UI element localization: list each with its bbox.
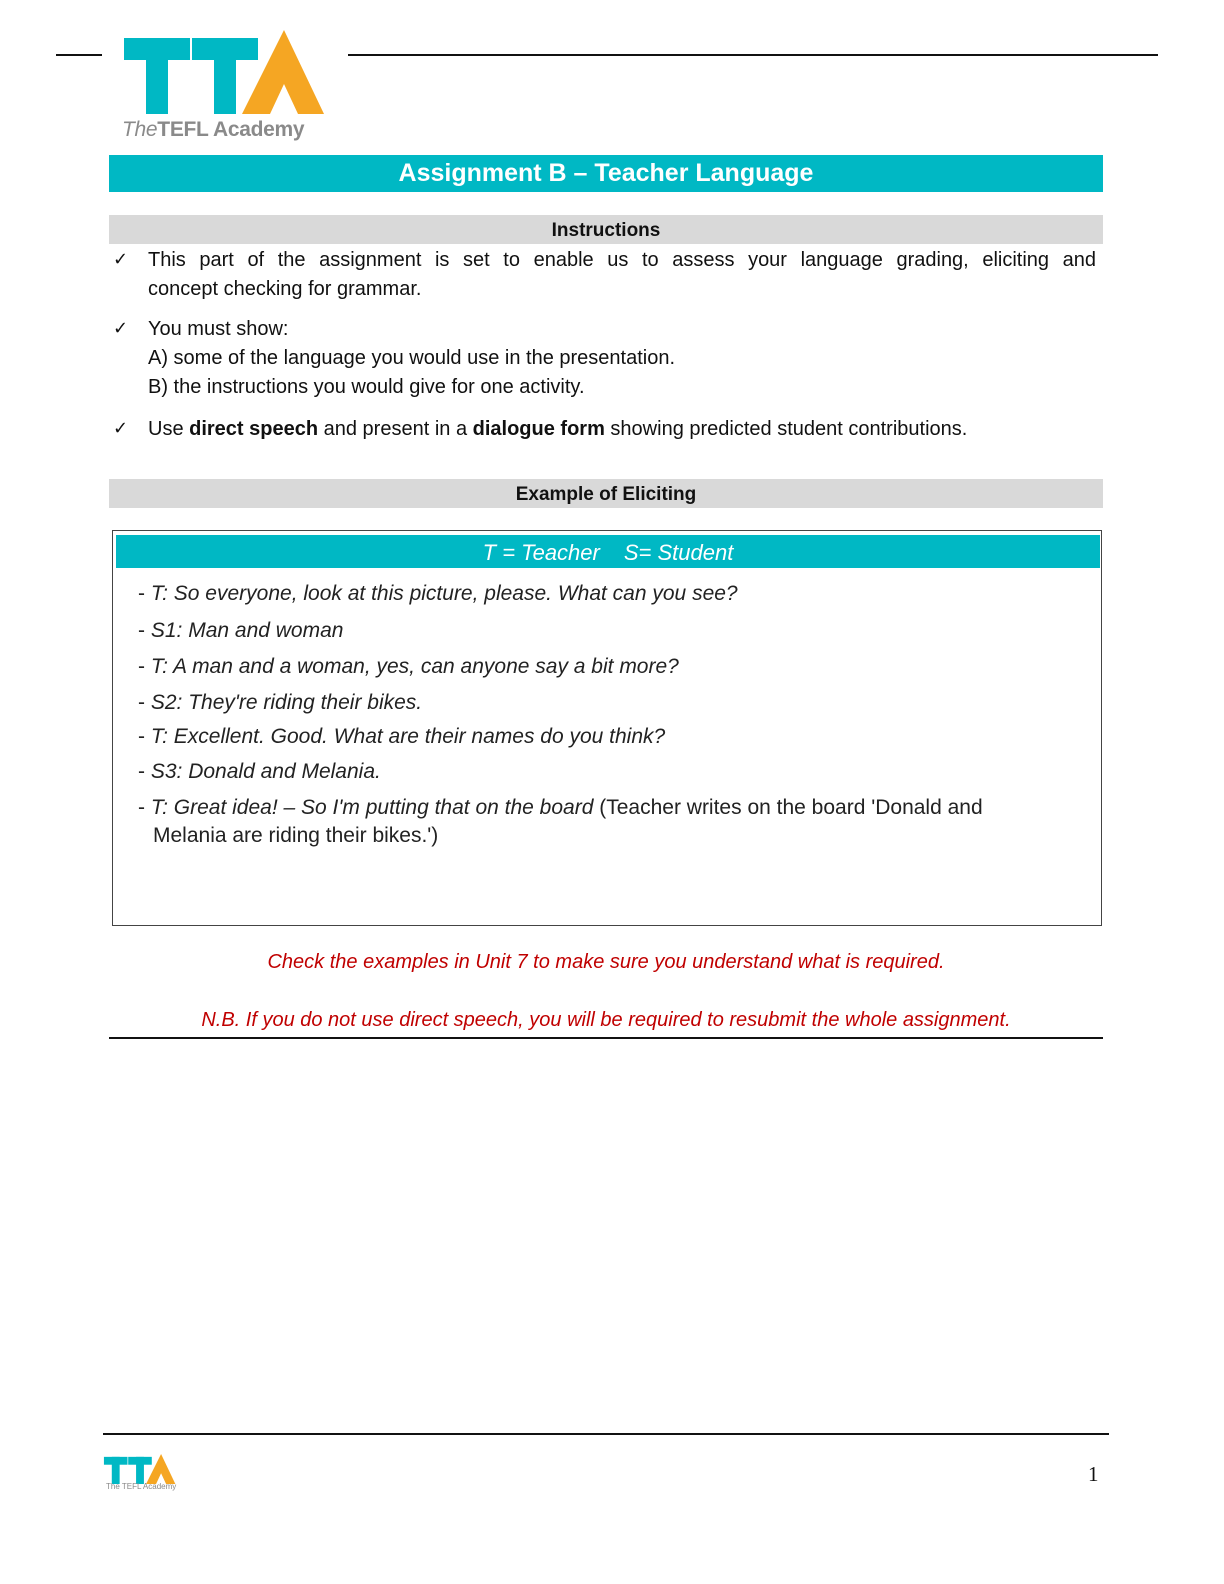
instruction-item-2-line3: B) the instructions you would give for one activity.: [148, 376, 585, 398]
page-number: 1: [1088, 1462, 1099, 1486]
footer-logo-mark: [102, 1454, 178, 1484]
instruction-item-3: Use direct speech and present in a dialogue form showing predicted student contributions.: [148, 418, 968, 440]
dialogue-line: - T: Excellent. Good. What are their names do you think?: [138, 725, 666, 748]
instructions-heading: Instructions: [109, 215, 1103, 244]
tta-logo: [122, 30, 328, 144]
example-heading: Example of Eliciting: [109, 479, 1103, 508]
check-units-note: Check the examples in Unit 7 to make sure you understand what is required.: [267, 951, 945, 973]
dialogue-line: - S2: They're riding their bikes.: [138, 691, 423, 714]
dialogue-line: - T: A man and a woman, yes, can anyone say a bit more?: [138, 655, 679, 678]
header-rule-left: [56, 54, 102, 56]
body-bottom-rule: [109, 1037, 1103, 1039]
dialogue-legend: [116, 535, 1100, 568]
dialogue-line: - S3: Donald and Melania.: [138, 760, 381, 783]
header-rule-right: [348, 54, 1158, 56]
legend-teacher: T = Teacher: [482, 540, 600, 565]
check-icon: ✓: [113, 318, 129, 338]
logo-wordmark: TheTEFL Academy: [122, 118, 305, 141]
check-icon: ✓: [113, 249, 129, 269]
dialogue-line: - S1: Man and woman: [138, 619, 344, 642]
instruction-item-2-line1: You must show:: [148, 318, 289, 340]
tta-logo-mark: [122, 30, 328, 120]
dialogue-line: - T: So everyone, look at this picture, please. What can you see?: [138, 582, 738, 605]
footer-logo-text: The TEFL Academy: [106, 1482, 177, 1491]
dialogue-line-last: - T: Great idea! – So I'm putting that on the board (Teacher writes on the board 'Donald and: [138, 796, 983, 819]
footer-rule: [103, 1433, 1109, 1435]
instruction-item-1-line2: concept checking for grammar.: [148, 278, 422, 300]
legend-student: S= Student: [623, 540, 734, 565]
instruction-item-1-line1: This part of the assignment is set to enable us to assess your language grading, eliciting and: [148, 249, 1096, 271]
nb-warning: N.B. If you do not use direct speech, you will be required to resubmit the whole assignment.: [201, 1009, 1011, 1031]
page-title: Assignment B – Teacher Language: [109, 155, 1103, 192]
footer-logo: [102, 1454, 182, 1494]
check-icon: ✓: [113, 418, 129, 438]
dialogue-line-last-cont: Melania are riding their bikes.'): [153, 824, 439, 847]
instruction-item-2-line2: A) some of the language you would use in the presentation.: [148, 347, 676, 369]
